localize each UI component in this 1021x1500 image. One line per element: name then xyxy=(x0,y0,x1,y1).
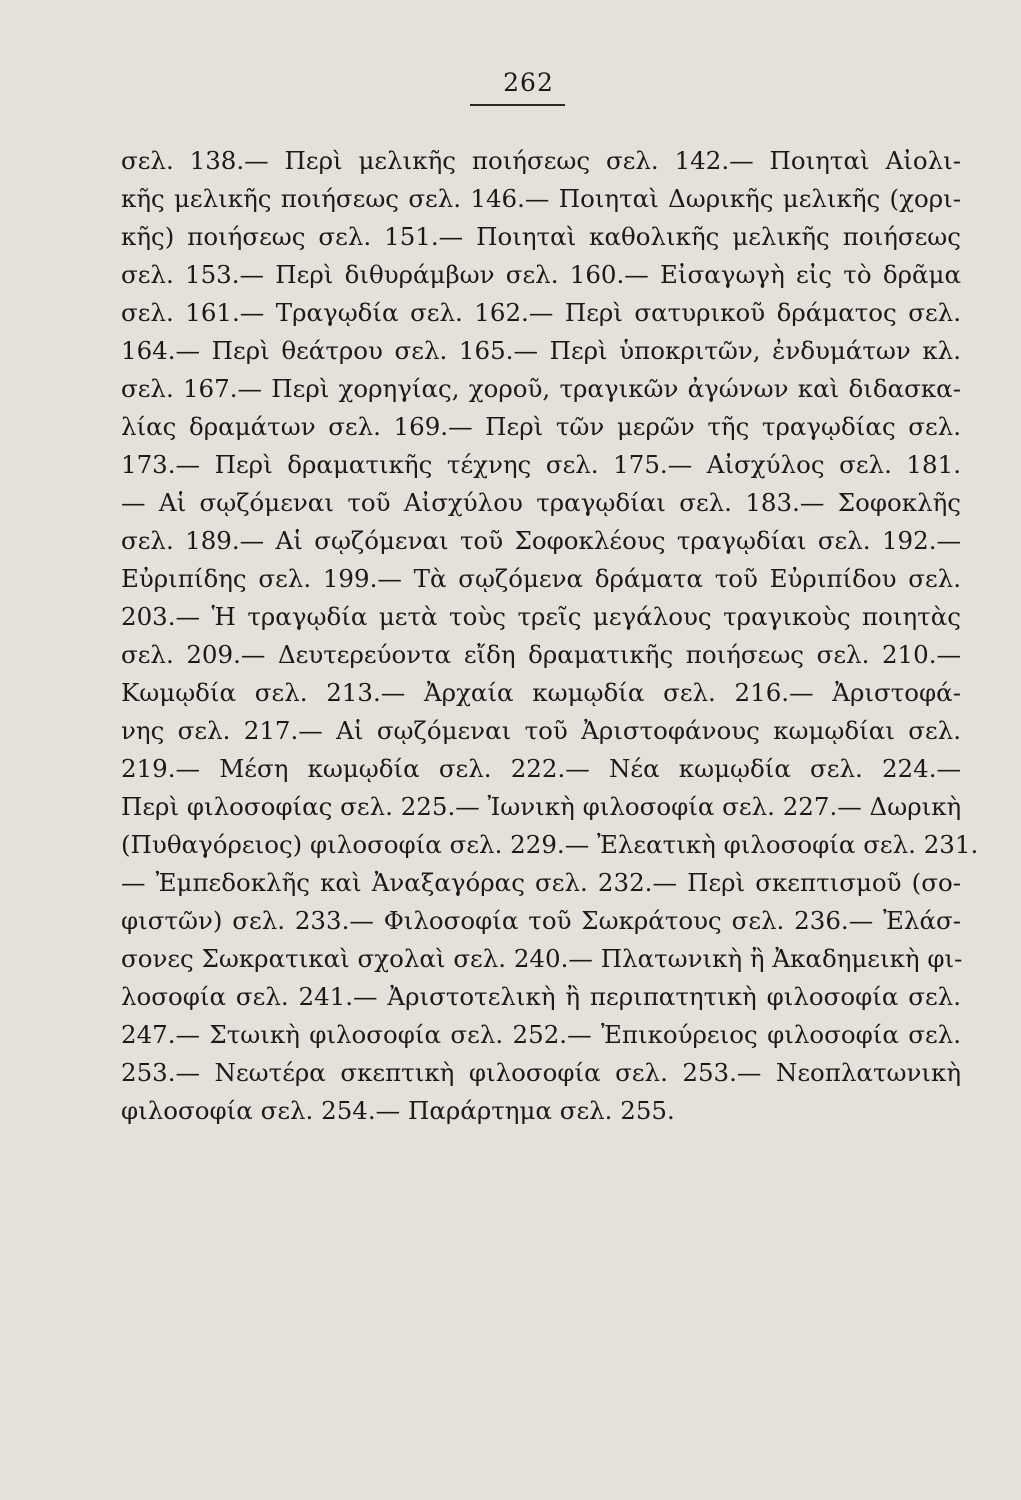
table-of-contents-text xyxy=(121,142,979,1130)
text-line: Κωμῳδία σελ. 213.— Ἀρχαία κωμῳδία σελ. 216.— Ἀριστοφά- xyxy=(121,678,961,707)
text-line: 253.— Νεωτέρα σκεπτικὴ φιλοσοφία σελ. 253.— Νεοπλατωνικὴ xyxy=(121,1058,961,1087)
text-line: λίας δραμάτων σελ. 169.— Περὶ τῶν μερῶν τῆς τραγῳδίας σελ. xyxy=(121,412,961,441)
text-line: Εὐριπίδης σελ. 199.— Τὰ σῳζόμενα δράματα τοῦ Εὐριπίδου σελ. xyxy=(121,564,961,593)
text-line: Περὶ φιλοσοφίας σελ. 225.— Ἰωνικὴ φιλοσοφία σελ. 227.— Δωρικὴ xyxy=(121,792,962,821)
page-number-rule xyxy=(470,104,565,106)
text-line: σελ. 161.— Τραγῳδία σελ. 162.— Περὶ σατυρικοῦ δράματος σελ. xyxy=(121,298,961,327)
text-line: φιστῶν) σελ. 233.— Φιλοσοφία τοῦ Σωκράτους σελ. 236.— Ἐλάσ- xyxy=(121,906,961,935)
text-line: — Ἐμπεδοκλῆς καὶ Ἀναξαγόρας σελ. 232.— Περὶ σκεπτισμοῦ (σο- xyxy=(121,868,961,897)
text-line: 219.— Μέση κωμῳδία σελ. 222.— Νέα κωμῳδία σελ. 224.— xyxy=(121,754,961,783)
text-line: σονες Σωκρατικαὶ σχολαὶ σελ. 240.— Πλατωνικὴ ἢ Ἀκαδημεικὴ φι- xyxy=(121,944,963,973)
page-number: 262 xyxy=(503,68,554,97)
text-line: σελ. 189.— Αἱ σῳζόμεναι τοῦ Σοφοκλέους τραγῳδίαι σελ. 192.— xyxy=(121,526,961,555)
text-line-last: φιλοσοφία σελ. 254.— Παράρτημα σελ. 255. xyxy=(121,1096,675,1125)
text-line: σελ. 167.— Περὶ χορηγίας, χοροῦ, τραγικῶν ἀγώνων καὶ διδασκα- xyxy=(121,374,961,403)
text-line: σελ. 138.— Περὶ μελικῆς ποιήσεως σελ. 142.— Ποιηταὶ Αἰολι- xyxy=(121,146,961,175)
text-line: 247.— Στωικὴ φιλοσοφία σελ. 252.— Ἐπικούρειος φιλοσοφία σελ. xyxy=(121,1020,961,1049)
text-line: 173.— Περὶ δραματικῆς τέχνης σελ. 175.— Αἰσχύλος σελ. 181. xyxy=(121,450,961,479)
text-line: σελ. 153.— Περὶ διθυράμβων σελ. 160.— Εἰσαγωγὴ εἰς τὸ δρᾶμα xyxy=(121,260,961,289)
text-line: — Αἱ σῳζόμεναι τοῦ Αἰσχύλου τραγῳδίαι σελ. 183.— Σοφοκλῆς xyxy=(121,488,961,517)
text-line: κῆς μελικῆς ποιήσεως σελ. 146.— Ποιηταὶ Δωρικῆς μελικῆς (χορι- xyxy=(121,184,961,213)
text-line: σελ. 209.— Δευτερεύοντα εἴδη δραματικῆς ποιήσεως σελ. 210.— xyxy=(121,640,961,669)
text-line: (Πυθαγόρειος) φιλοσοφία σελ. 229.— Ἐλεατικὴ φιλοσοφία σελ. 231. xyxy=(121,830,979,859)
text-line: λοσοφία σελ. 241.— Ἀριστοτελικὴ ἢ περιπατητικὴ φιλοσοφία σελ. xyxy=(121,982,961,1011)
text-line: νης σελ. 217.— Αἱ σῳζόμεναι τοῦ Ἀριστοφάνους κωμῳδίαι σελ. xyxy=(121,716,961,745)
text-line: 203.— Ἡ τραγῳδία μετὰ τοὺς τρεῖς μεγάλους τραγικοὺς ποιητὰς xyxy=(121,602,961,631)
text-line: κῆς) ποιήσεως σελ. 151.— Ποιηταὶ καθολικῆς μελικῆς ποιήσεως xyxy=(121,222,961,251)
text-line: 164.— Περὶ θεάτρου σελ. 165.— Περὶ ὑποκριτῶν, ἐνδυμάτων κλ. xyxy=(121,336,961,365)
